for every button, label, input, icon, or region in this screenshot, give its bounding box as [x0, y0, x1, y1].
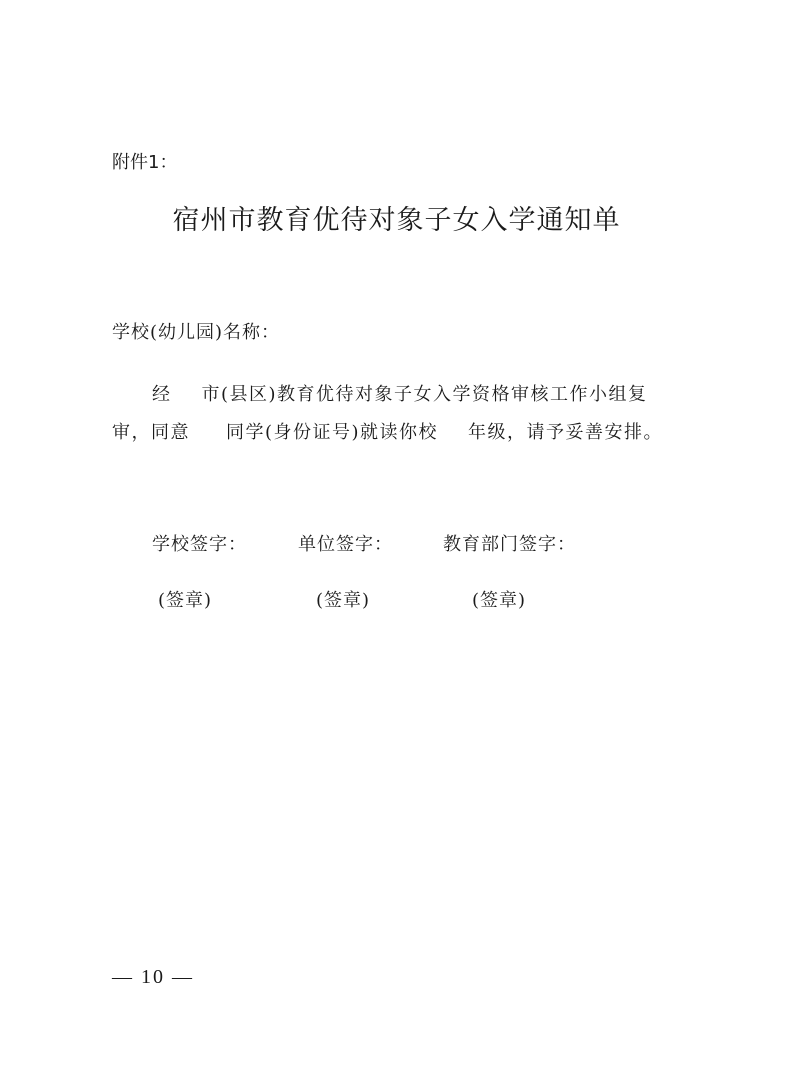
- body-line-1-part-1: 经: [152, 384, 172, 405]
- body-line-2-part-1: 审，同意: [112, 422, 190, 443]
- school-signature-label: 学校签字：: [152, 534, 247, 555]
- body-line-1: [152, 380, 648, 406]
- body-line-1-part-2: 市(县区)教育优待对象子女入学资格审核工作小组复: [201, 384, 648, 405]
- unit-signature-label: 单位签字：: [298, 534, 393, 555]
- school-name-label: 学校(幼儿园)名称：: [112, 322, 281, 343]
- body-line-2-part-3: 年级，请予妥善安排。: [468, 422, 664, 443]
- unit-seal-label: (签章): [316, 590, 371, 611]
- education-dept-seal-label: (签章): [472, 590, 527, 611]
- school-seal-label: (签章): [158, 590, 213, 611]
- attachment-label: 附件1：: [112, 152, 178, 173]
- document-title: 宿州市教育优待对象子女入学通知单: [172, 205, 621, 236]
- body-line-2-part-2: 同学(身份证号)就读你校: [226, 422, 439, 443]
- body-line-2: [112, 418, 663, 444]
- page-number: — 10 —: [112, 966, 194, 988]
- education-dept-signature-label: 教育部门签字：: [443, 534, 576, 555]
